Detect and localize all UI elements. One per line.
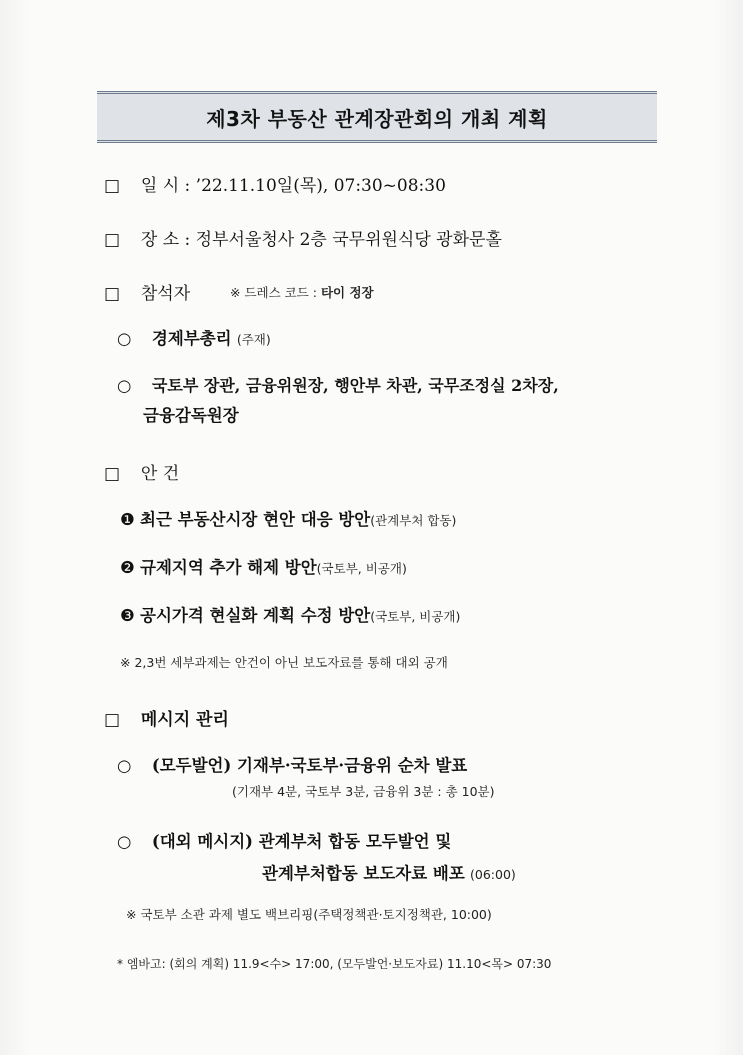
section-bullet: □ xyxy=(104,464,121,484)
messaging-text-continued xyxy=(262,860,516,884)
schedule-separator: : xyxy=(184,176,191,196)
agenda-note: (관계부처 합동) xyxy=(370,513,457,528)
agenda-number: ❷ xyxy=(120,558,135,577)
item-bullet: ○ xyxy=(117,756,132,775)
messaging-time: (06:00) xyxy=(470,867,516,882)
item-bullet: ○ xyxy=(117,329,132,348)
agenda-item xyxy=(120,554,407,578)
agenda-text: 공시가격 현실화 계획 수정 방안 xyxy=(140,606,371,625)
document-title: 제3차 부동산 관계장관회의 개최 계획 xyxy=(206,106,548,131)
attendees-row xyxy=(104,279,190,304)
schedule-row xyxy=(104,171,446,196)
venue-value: 정부서울청사 2층 국무위원식당 광화문홀 xyxy=(195,230,502,250)
attendees-label: 참석자 xyxy=(140,284,191,304)
messaging-text: (모두발언) 기재부·국토부·금융위 순차 발표 xyxy=(151,756,468,775)
messaging-item xyxy=(117,828,451,852)
messaging-item xyxy=(117,752,467,776)
embargo-note: * 엠바고: (회의 계획) 11.9<수> 17:00, (모두발언·보도자료) 11.10<목> 07:30 xyxy=(117,957,552,971)
agenda-number: ❶ xyxy=(120,510,135,529)
agenda-row xyxy=(104,459,179,484)
section-bullet: □ xyxy=(104,710,121,730)
attendee-item xyxy=(117,325,271,349)
messaging-note: ※ 국토부 소관 과제 별도 백브리핑(주택정책관·토지정책관, 10:00) xyxy=(126,907,492,922)
messaging-text2: 관계부처합동 보도자료 배포 xyxy=(262,864,465,883)
dress-code-prefix: ※ 드레스 코드 : xyxy=(230,285,317,300)
agenda-note: (국토부, 비공개) xyxy=(370,609,461,624)
messaging-detail: (기재부 4분, 국토부 3분, 금융위 3분 : 총 10분) xyxy=(232,784,495,799)
dress-code xyxy=(230,283,374,301)
venue-separator: : xyxy=(184,230,191,250)
item-bullet: ○ xyxy=(117,832,132,851)
agenda-item xyxy=(120,506,456,530)
agenda-note: (국토부, 비공개) xyxy=(316,561,407,576)
attendee-note: (주재) xyxy=(236,332,271,347)
title-banner xyxy=(97,91,657,143)
agenda-label: 안 건 xyxy=(140,464,180,484)
venue-label: 장 소 xyxy=(140,230,180,250)
messaging-row xyxy=(104,705,229,730)
messaging-label: 메시지 관리 xyxy=(140,710,229,730)
agenda-text: 규제지역 추가 해제 방안 xyxy=(140,558,317,577)
attendee-text-continued: 금융감독원장 xyxy=(143,406,239,425)
attendee-text: 경제부총리 xyxy=(151,329,232,348)
agenda-item xyxy=(120,602,460,626)
agenda-text: 최근 부동산시장 현안 대응 방안 xyxy=(140,510,371,529)
attendee-item xyxy=(117,373,559,396)
agenda-number: ❸ xyxy=(120,606,135,625)
section-bullet: □ xyxy=(104,284,121,304)
schedule-label: 일 시 xyxy=(140,176,180,196)
section-bullet: □ xyxy=(104,176,121,196)
dress-code-value: 타이 정장 xyxy=(320,285,374,300)
item-bullet: ○ xyxy=(117,376,132,395)
venue-row xyxy=(104,225,502,250)
attendee-text: 국토부 장관, 금융위원장, 행안부 차관, 국무조정실 2차장, xyxy=(151,376,559,395)
schedule-value: ’22.11.10일(목), 07:30~08:30 xyxy=(195,176,446,196)
section-bullet: □ xyxy=(104,230,121,250)
messaging-text: (대외 메시지) 관계부처 합동 모두발언 및 xyxy=(151,832,452,851)
agenda-footnote: ※ 2,3번 세부과제는 안건이 아닌 보도자료를 통해 대외 공개 xyxy=(120,655,448,670)
